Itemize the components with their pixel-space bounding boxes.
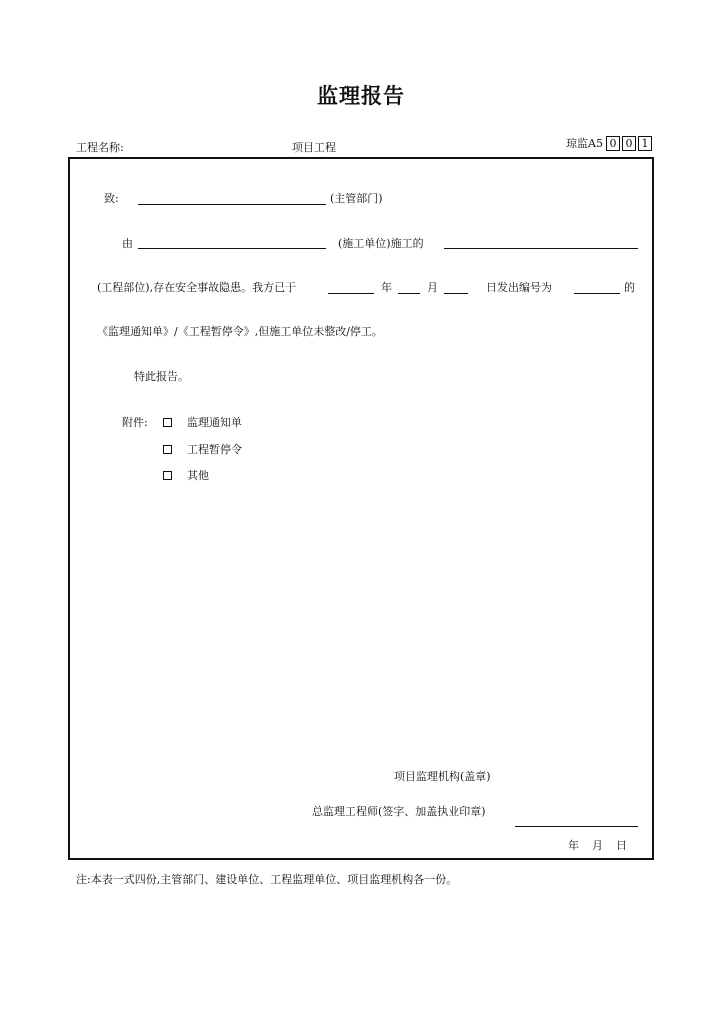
project-name-value: 项目工程 — [292, 141, 336, 154]
to-label: 致: — [104, 192, 119, 205]
checkbox-icon[interactable] — [163, 471, 172, 480]
page-title: 监理报告 — [317, 84, 405, 108]
of-label: 的 — [624, 281, 635, 294]
attachment-item-label: 工程暂停令 — [187, 443, 242, 456]
form-code — [566, 135, 652, 151]
form-code-prefix: 琼监A5 — [566, 137, 603, 150]
by-label: 由 — [122, 237, 133, 250]
year-label: 年 — [381, 281, 392, 294]
notice-number-field[interactable] — [574, 293, 620, 294]
date-year-label: 年 — [568, 839, 579, 852]
recipient-field[interactable] — [138, 204, 326, 205]
construction-unit-suffix: (施工单位)施工的 — [338, 237, 424, 250]
construction-unit-field[interactable] — [138, 248, 326, 249]
report-frame — [68, 157, 654, 860]
attachment-item-suspension[interactable] — [163, 441, 242, 457]
attachment-label: 附件: — [122, 416, 148, 429]
notice-line: 《监理通知单》/《工程暂停令》,但施工单位未整改/停工。 — [97, 325, 383, 338]
chief-engineer-label: 总监理工程师(签字、加盖执业印章) — [312, 805, 486, 818]
form-code-digit-3: 1 — [638, 136, 652, 151]
form-code-digit-1: 0 — [606, 136, 620, 151]
to-suffix: (主管部门) — [330, 192, 383, 205]
form-code-digit-2: 0 — [622, 136, 636, 151]
day-field[interactable] — [444, 293, 468, 294]
project-name-label: 工程名称: — [76, 141, 124, 154]
attachment-item-notice[interactable] — [163, 414, 242, 430]
project-site-field[interactable] — [444, 248, 638, 249]
date-month-label: 月 — [592, 839, 603, 852]
month-label: 月 — [427, 281, 438, 294]
site-line-prefix: (工程部位),存在安全事故隐患。我方已于 — [97, 281, 297, 294]
signature-field[interactable] — [515, 826, 638, 827]
attachment-item-label: 监理通知单 — [187, 416, 242, 429]
hereby-report: 特此报告。 — [134, 370, 189, 383]
attachment-item-other[interactable] — [163, 467, 209, 483]
footer-note: 注:本表一式四份,主管部门、建设单位、工程监理单位、项目监理机构各一份。 — [76, 873, 458, 886]
month-field[interactable] — [398, 293, 420, 294]
checkbox-icon[interactable] — [163, 445, 172, 454]
attachment-item-label: 其他 — [187, 469, 209, 482]
date-day-label: 日 — [616, 839, 627, 852]
supervision-org-label: 项目监理机构(盖章) — [394, 770, 491, 783]
year-field[interactable] — [328, 293, 374, 294]
checkbox-icon[interactable] — [163, 418, 172, 427]
day-issue-label: 日发出编号为 — [486, 281, 552, 294]
